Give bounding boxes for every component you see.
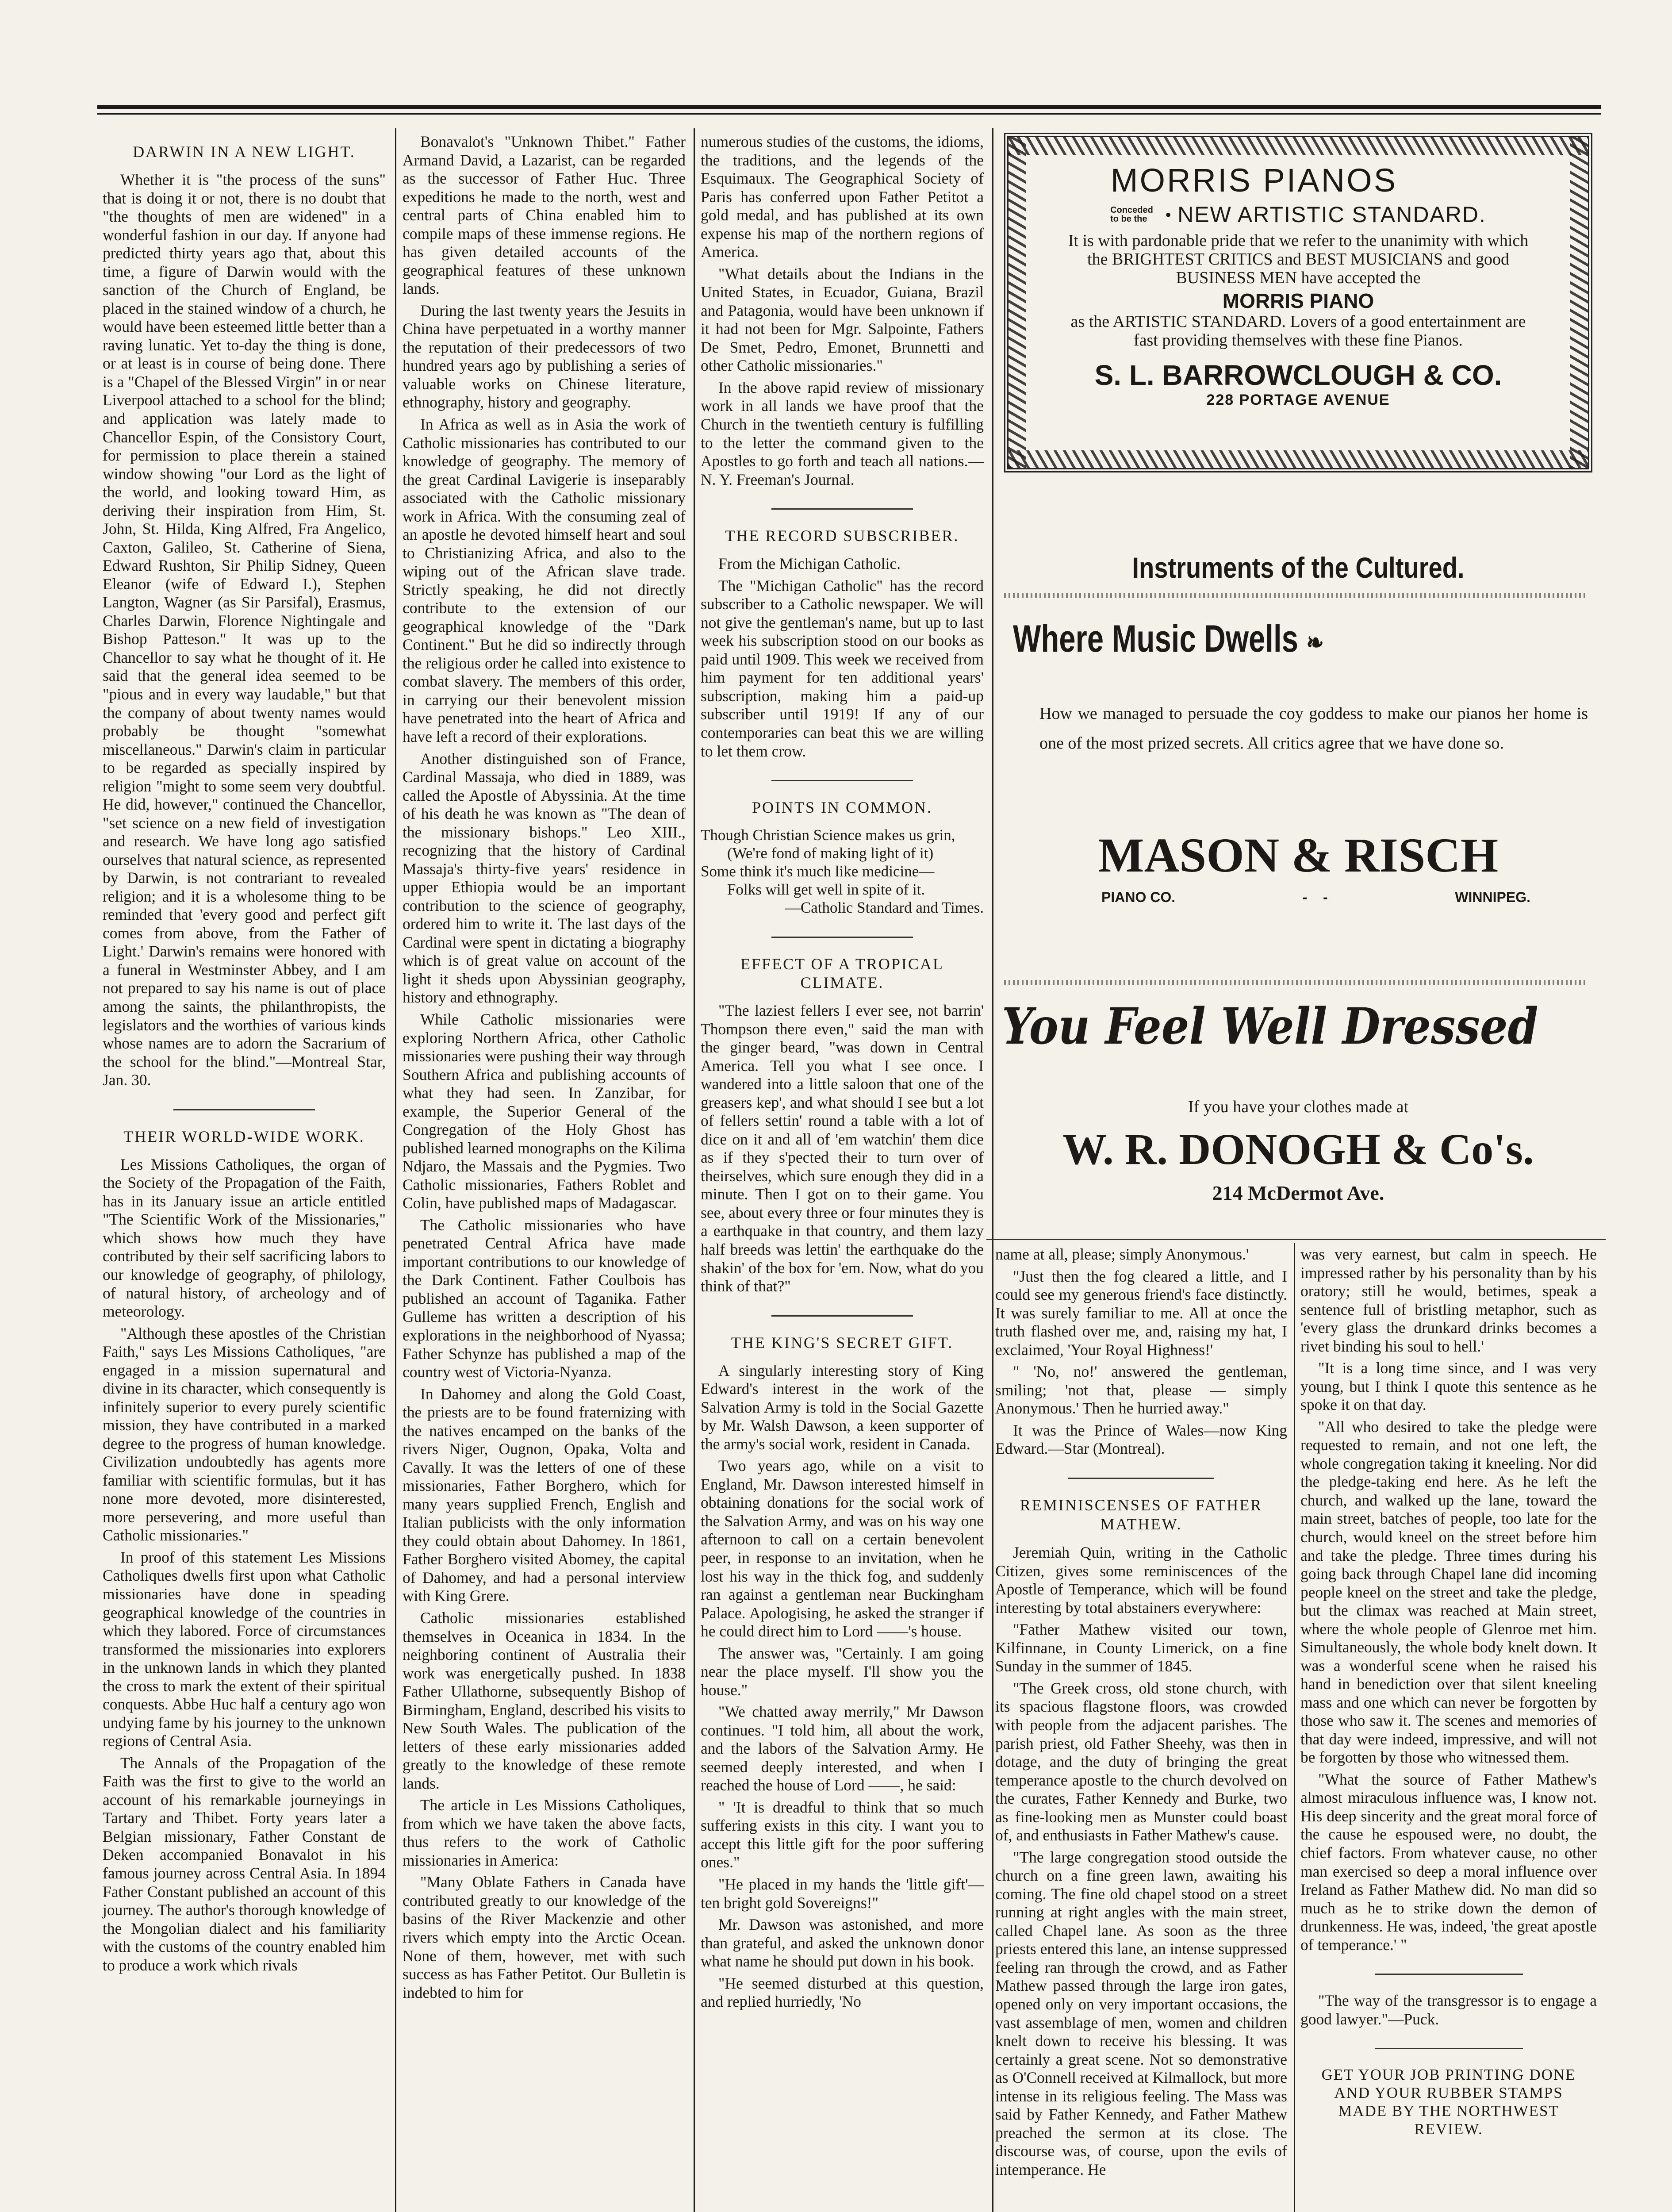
ad-music-title <box>1013 617 1324 661</box>
paragraph: In proof of this statement Les Missions Catholiques dwells first upon what Catholic missionaries have done in speading geographical knowledge of the countries in which they labored. Force of circumstances transformed the missionaries into explorers in the unknown lands in which they planted the cross to mark the extent of their spiritual conquests. Abbe Huc half a century ago won undying fame by his journey to the unknown regions of Central Asia. <box>103 1548 386 1750</box>
ad-dressed-sub: If you have your clothes made at <box>1188 1098 1409 1116</box>
column-4 <box>995 1245 1287 2182</box>
notice-job-printing: GET YOUR JOB PRINTING DONE AND YOUR RUBBER STAMPS MADE BY THE NORTHWEST REVIEW. <box>1321 2066 1576 2138</box>
article-title-reminiscences: REMINISCENSES OF FATHER MATHEW. <box>1020 1496 1263 1533</box>
column-divider <box>395 128 396 2212</box>
top-rule-thin <box>97 113 1601 115</box>
article-body-effect <box>701 1002 984 1296</box>
article-body-king-end <box>995 1245 1287 1458</box>
article-title-points: POINTS IN COMMON. <box>752 799 933 817</box>
article-title-king: THE KING'S SECRET GIFT. <box>731 1333 954 1352</box>
ad-cultured-heading: Instruments of the Cultured. <box>1132 551 1465 584</box>
ornamental-border <box>1009 137 1588 155</box>
paragraph: "Father Mathew visited our town, Kilfinnane, in County Limerick, on a fine Sunday in the summer of 1845. <box>995 1621 1287 1675</box>
column-3 <box>701 133 984 2015</box>
paragraph: "What details about the Indians in the United States, in Ecuador, Guiana, Brazil and Patagonia, would have been unknown if it had not been for Mgr. Salpointe, Fathers De Smet, Pedro, Emonet, Brunnetti and other Catholic missionaries." <box>701 265 984 375</box>
paragraph: "The large congregation stood outside the church on a fine green lawn, awaiting his coming. The fine old chapel stood on a street running at right angles with the main street, called Chapel lane. As soon as the three priests entered this lane, an intense suppressed feeling ran through the crowd, and as Father Mathew passed through the large iron gates, opened only on very important occasions, the vast assemblage of men, women and children knelt down to receive his blessing. It was certainly a great scene. Not so demonstrative as O'Connell received at Kilmallock, but more intense in its religious feeling. The Mass was said by Father Kennedy, and Father Mathew preached the sermon at its close. The discourse was, of course, upon the evils of intemperance. He <box>995 1848 1287 2178</box>
article-title-record: THE RECORD SUBSCRIBER. <box>725 527 959 545</box>
ad-mason-city: WINNIPEG. <box>1455 889 1530 905</box>
paragraph: "He seemed disturbed at this question, and replied hurriedly, 'No <box>701 1974 984 2011</box>
ad-dealer-address: 228 PORTAGE AVENUE <box>1206 391 1390 408</box>
divider <box>1375 2048 1523 2049</box>
ad-mason-subline <box>1101 889 1530 906</box>
divider <box>771 780 913 781</box>
paragraph: A singularly interesting story of King Edward's interest in the work of the Salvation Army is told in the Social Gazette by Mr. Walsh Dawson, a keen supporter of the army's social work, resident in Canada. <box>701 1361 984 1453</box>
paragraph: Jeremiah Quin, writing in the Catholic Citizen, gives some reminiscences of the Apostle of Temperance, which will be found interesting by total abstainers everywhere: <box>995 1544 1287 1617</box>
paragraph: Whether it is "the process of the suns" that is doing it or not, there is no doubt that "the thoughts of men are widened" in a wonderful fashion in our day. If anyone had predicted thirty years ago that, about this time, a figure of Darwin would with the sanction of the Church of England, be placed in the stained window of a church, he would have been esteemed little better than a raving lunatic. Yet to-day the thing is done, or at least is in course of being done. There is a "Chapel of the Blessed Virgin" in or near Liverpool attached to a school for the blind; and application was lately made to Chancellor Espin, of the Consistory Court, for permission to place therein a stained window showing "our Lord as the light of the world, and looking toward Him, as deriving their inspiration from Him, St. John, St. Hilda, King Alfred, Fra Angelico, Caxton, Galileo, St. Catherine of Siena, Edward Rushton, Sir Philip Sidney, Queen Eleanor (wife of Edward I.), Stephen Langton, Wagner (as Sir Parsifal), Erasmus, Charles Darwin, Florence Nightingale and Bishop Patteson." It was up to the Chancellor to say what he thought of it. He said that the general idea seemed to be "pious and in every way laudable," but that the company of about twenty names would probably be thought "somewhat miscellaneous." Darwin's claim in particular to be regarded as specially inspired by religion "might to some seem very doubtful. He did, however," continued the Chancellor, "set science on a new field of investigation and research. We have long ago satisfied ourselves that natural science, as represented by Darwin, is not contrariant to revealed religion; and it is a wholesome thing to be reminded that 'every good and perfect gift comes from above, from the Father of Light.' Darwin's remains were honored with a funeral in Westminster Abbey, and I am not prepared to say his name is out of place among the saints, the philanthropists, the legislators and the worthies of various kinds whose names are to adorn the Sacrarium of the school for the blind."—Montreal Star, Jan. 30. <box>103 171 386 1089</box>
article-title-world: THEIR WORLD-WIDE WORK. <box>123 1127 365 1145</box>
divider <box>1068 1478 1214 1479</box>
ad-donogh-address: 214 McDermot Ave. <box>1212 1182 1384 1204</box>
paragraph: Les Missions Catholiques, the organ of the Society of the Propagation of the Faith, has in its January issue an article entitled "The Scientific Work of the Missionaries," which shows how much they have contributed by their self sacrificing labors to our knowledge of geography, of philology, of natural history, of archeology and of meteorology. <box>103 1155 386 1321</box>
article-body-world <box>103 1156 386 1974</box>
ad-mason-co: PIANO CO. <box>1101 889 1176 905</box>
ad-music-text: How we managed to persuade the coy goddess to make our pianos her home is one of the most prized secrets. All critics agree that we have done so. <box>1039 704 1588 753</box>
article-body-mathew-end <box>1300 1245 1597 1954</box>
ad-morris-name: MORRIS PIANO <box>1222 289 1374 313</box>
ad-mason-dash: - - <box>1302 889 1328 905</box>
paragraph: The Annals of the Propagation of the Faith was the first to give to the world an account of his remarkable journeyings in Tartary and Thibet. Forty years later a Belgian missionary, Father Constant de Deken accompanied Bonavalot in his famous journey across Central Asia. In 1894 Father Constant published an account of this journey. The author's thorough knowledge of the Mongolian dialect and his familiarity with the customs of the country enabled him to produce a work which rivals <box>103 1754 386 1974</box>
bullet-icon: • <box>1165 204 1172 225</box>
ornamental-border <box>1009 450 1588 468</box>
paragraph: In the above rapid review of missionary work in all lands we have proof that the Church in the twentieth century is fulfilling to the letter the command given to the Apostles to go forth and teach all nations.—N. Y. Freeman's Journal. <box>701 378 984 488</box>
ornamental-border <box>1570 137 1588 468</box>
paragraph: In Dahomey and along the Gold Coast, the priests are to be found fraternizing with the natives encamped on the banks of the rivers Niger, Ougnon, Opaka, Volta and Cavally. It was the letters of one of these missionaries, Father Borghero, which for many years supplied French, English and Italian publicists with the only information they could obtain about Dahomey. In 1861, Father Borghero visited Abomey, the capital of Dahomey, and had a personal interview with King Grere. <box>403 1385 686 1605</box>
article-body-missions-end <box>701 133 984 489</box>
paragraph: The answer was, "Certainly. I am going near the place myself. I'll show you the house." <box>701 1644 984 1699</box>
paragraph: "The Greek cross, old stone church, with its spacious flagstone floors, was crowded with people from the adjacent parishes. The parish priest, old Father Sheehy, was then in dotage, and the duty of bringing the great temperance apostle to the church devolved on the curates, Father Kennedy and Burke, two as fine-looking men as Munster could boast of, and enthusiasts in Father Mathew's cause. <box>995 1679 1287 1844</box>
paragraph: name at all, please; simply Anonymous.' <box>995 1245 1249 1263</box>
top-rule <box>97 105 1601 109</box>
ad-morris-title: MORRIS PIANOS <box>1110 162 1398 199</box>
poem-line: Though Christian Science makes us grin, <box>701 826 955 844</box>
ad-morris-pianos <box>1004 133 1592 472</box>
poem-points <box>701 826 984 917</box>
column-5 <box>1300 1245 1597 2139</box>
ornamental-rule <box>1004 593 1588 598</box>
divider <box>1375 1974 1523 1975</box>
paragraph: "All who desired to take the pledge were requested to remain, and not one left, the whole congregation taking it kneeling. Nor did the pledge-taking end here. As he left the church, and walked up the lane, toward the main street, batches of people, too late for the church, would kneel on the street before him and take the pledge. Three times during his going back through Chapel lane did incoming people kneel on the street and take the pledge, but the climax was reached at Main street, where the whole people of Glenroe met him. Simultaneously, the whole body knelt down. It was a wonderful scene when he raised his hand in benediction over that silent kneeling mass and one which can never be forgotten by those who saw it. The scenes and memories of that day were indeed, impressive, and will not be forgotten by those who witnessed them. <box>1300 1417 1597 1767</box>
column-divider <box>1294 1243 1295 2212</box>
poem-line: Some think it's much like medicine— <box>701 863 935 880</box>
paragraph: "The laziest fellers I ever see, not barrin' Thompson there even," said the man with the ginger beard, "was down in Central America. Tell you what I see once. I wandered into a little saloon that one of the greasers kep', and what should I see but a lot of fellers settin' round a table with a lot of dice on it and all of 'em watchin' them dice as if they s'pected their to turn over of theirselves, which sure enough they did in a minute. Then I got on to their game. You see, about every three or four minutes they is a earthquake in that country, and them lazy half breeds was lettin' the earthquake do the shakin' of the box for 'em. Now, what do you think of that?" <box>701 1002 984 1295</box>
ad-morris-standard: NEW ARTISTIC STANDARD. <box>1177 202 1486 227</box>
column-1 <box>103 133 386 1978</box>
paragraph: "Many Oblate Fathers in Canada have contributed greatly to our knowledge of the basins of the River Mackenzie and other rivers which empty into the Arctic Ocean. None of them, however, met with such success as has Father Petitot. Our Bulletin is indebted to him for <box>403 1873 686 2001</box>
ad-mason-risch: MASON & RISCH <box>1098 828 1499 882</box>
article-title-effect: EFFECT OF A TROPICAL CLIMATE. <box>740 955 944 991</box>
paragraph: "We chatted away merrily," Mr Dawson continues. "I told him, all about the work, and the labors of the Salvation Army. He seemed deeply interested, and when I reached the house of Lord ——, he said: <box>701 1703 984 1794</box>
paragraph: The "Michigan Catholic" has the record subscriber to a Catholic newspaper. We will not give the gentleman's name, but up to last week his subscription stood on our books as paid until 1909. This week we received from him payment for ten additional years' subscription, making him a paid-up subscriber until 1919! If any of our contemporaries can beat this we are willing to let them crow. <box>701 576 984 760</box>
article-body-record <box>701 555 984 760</box>
paragraph: Mr. Dawson was astonished, and more than grateful, and asked the unknown donor what name he should put down in his book. <box>701 1916 984 1970</box>
paragraph: "Although these apostles of the Christian Faith," says Les Missions Catholiques, "are engaged in a mission supernatural and divine in its character, which consequently is infinitely superior to every purely scientific mission, they have contributed in a marked degree to the progress of human knowledge. Civilization undoubtedly has agents more familiar with scientific formulas, but it has none more devoted, more disinterested, more persevering, and more useful than Catholic missionaries." <box>103 1324 386 1544</box>
paragraph: During the last twenty years the Jesuits in China have perpetuated in a worthy manner the reputation of their predecessors of two hundred years ago by publishing a series of valuable works on Chinese literature, ethnography, history and geography. <box>403 301 686 411</box>
paragraph: The article in Les Missions Catholiques, from which we have taken the above facts, thus refers to the work of Catholic missionaries in America: <box>403 1796 686 1869</box>
column-divider <box>992 128 993 2212</box>
paragraph: was very earnest, but calm in speech. He impressed rather by his personality than by his oratory; still he would, betimes, speak a sentence full of bristling metaphor, such as 'every glass the drunkard drinks becomes a rivet binding his soul to hell.' <box>1300 1245 1597 1355</box>
divider <box>173 1109 315 1110</box>
leaf-ornament-icon: ❧ <box>1306 628 1324 657</box>
paragraph: The Catholic missionaries who have penetrated Central Africa have made important contributions to our knowledge of the Dark Continent. Father Coulbois has published an account of Taganika. Father Gulleme has written a description of his explorations in the neighborhood of Nyassa; Father Schynze has published a map of the country west of Victoria-Nyanza. <box>403 1216 686 1381</box>
poem-line: (We're fond of making light of it) <box>727 845 934 862</box>
divider <box>771 1315 913 1317</box>
article-body-king <box>701 1362 984 2011</box>
paragraph: Another distinguished son of France, Cardinal Massaja, who died in 1889, was called the Apostle of Abyssinia. At the time of his death he was known as "The dean of the missionary bishops." Leo XIII., recognizing that the history of Cardinal Massaja's thirty-five years' residence in upper Ethiopia would be an important contribution to the science of geography, ordered him to write it. The last days of the Cardinal were spent in dictating a biography which is of great value on account of the light it sheds upon Abyssinian geography, history and ethnography. <box>403 749 686 1006</box>
poem-line: —Catholic Standard and Times. <box>785 899 984 916</box>
quote-puck: "The way of the transgressor is to engage a good lawyer."—Puck. <box>1300 1992 1597 2028</box>
paragraph: It was the Prince of Wales—now King Edward.—Star (Montreal). <box>995 1421 1287 1458</box>
article-body-reminiscences <box>995 1544 1287 2179</box>
ad-morris-text1: It is with pardonable pride that we refer to the unanimity with which the BRIGHTEST CRITICS and BEST MUSICIANS and good BUSINESS MEN have accepted the <box>1068 231 1529 287</box>
poem-line: Folks will get well in spite of it. <box>727 880 925 898</box>
paragraph: Catholic missionaries established themselves in Oceanica in 1834. In the neighboring continent of Australia their work was energetically pushed. In 1838 Father Ullathorne, subsequently Bishop of Birmingham, England, described his visits to New South Wales. The publication of the letters of these early missionaries added greatly to the knowledge of these remote lands. <box>403 1609 686 1792</box>
ad-morris-text2: as the ARTISTIC STANDARD. Lovers of a good entertainment are fast providing themselves with these fine Pianos. <box>1070 312 1526 350</box>
paragraph: Two years ago, while on a visit to England, Mr. Dawson interested himself in obtaining donations for the social work of the Salvation Army, and was on his way one afternoon to call on a certain benevolent peer, in response to an invitation, when he lost his way in the thick fog, and suddenly ran against a gentleman near Buckingham Palace. Apologising, he asked the stranger if he could direct him to Lord ——'s house. <box>701 1457 984 1640</box>
paragraph: "He placed in my hands the 'little gift'—ten bright gold Sovereigns!" <box>701 1875 984 1912</box>
paragraph: " 'It is dreadful to think that so much suffering exists in this city. I want you to accept this little gift for the poor suffering ones." <box>701 1798 984 1871</box>
ad-music-title-text: Where Music Dwells <box>1013 618 1298 660</box>
ads-bottom-rule <box>986 1239 1606 1240</box>
paragraph: From the Michigan Catholic. <box>718 555 901 573</box>
paragraph: While Catholic missionaries were exploring Northern Africa, other Catholic missionaries were pushing their way through Southern Africa and publishing accounts of what they had seen. In Zanzibar, for example, the Superior General of the Congregation of the Holy Ghost has published learned monographs on the Kilima Ndjaro, the Massais and the Pygmies. Two Catholic missionaries, Fathers Roblet and Colin, have published maps of Madagascar. <box>403 1010 686 1212</box>
ad-dressed-title: You Feel Well Dressed <box>1002 998 1538 1056</box>
paragraph: " 'No, no!' answered the gentleman, smiling; 'not that, please — simply Anonymous.' Then he hurried away." <box>995 1363 1287 1417</box>
column-2 <box>403 133 686 2005</box>
ornamental-rule <box>1004 980 1588 985</box>
paragraph: numerous studies of the customs, the idioms, the traditions, and the legends of the Esquimaux. The Geographical Society of Paris has conferred upon Father Petitot a gold medal, and has published at its own expense his map of the northern regions of America. <box>701 133 984 261</box>
paragraph: In Africa as well as in Asia the work of Catholic missionaries has contributed to our knowledge of geography. The memory of the great Cardinal Lavigerie is inseparably associated with the Catholic missionary work in Africa. With the consuming zeal of an apostle he devoted himself heart and soul to Christianizing Africa, and also to the wiping out of the African slave trade. Strictly speaking, he did not directly contribute to the extension of our geographical knowledge of the "Dark Continent." But he did so indirectly through the religious order he called into existence to combat slavery. The members of this order, in carrying our their benevolent mission have penetrated into the heart of Africa and have left a record of their explorations. <box>403 415 686 745</box>
paragraph: "What the source of Father Mathew's almost miraculous influence was, I know not. His deep sincerity and the great moral force of the cause he espoused were, no doubt, the chief factors. From whatever cause, no other man exercised so deep a moral influence over Ireland as Father Mathew did. No man did so much as he to strike down the demon of drunkenness. He was, indeed, 'the great apostle of temperance.' " <box>1300 1770 1597 1954</box>
divider <box>771 937 913 938</box>
ad-donogh-name: W. R. DONOGH & Co's. <box>1062 1125 1534 1174</box>
ad-morris-conceded: Conceded to be the <box>1110 205 1153 224</box>
paragraph: Bonavalot's "Unknown Thibet." Father Armand David, a Lazarist, can be regarded as the successor of Father Huc. Three expeditions he made to the north, west and central parts of China enabled him to compile maps of these immense regions. He has given detailed accounts of the geographical features of these unknown lands. <box>403 133 686 298</box>
ad-dealer-name: S. L. BARROWCLOUGH & CO. <box>1094 359 1502 391</box>
divider <box>771 508 913 510</box>
paragraph: "Just then the fog cleared a little, and I could see my generous friend's face distinctly. It was surely familiar to me. All at once the truth flashed over me, and, raising my hat, I exclaimed, 'Your Royal Highness!' <box>995 1267 1287 1359</box>
article-body-darwin <box>103 171 386 1090</box>
paragraph: "It is a long time since, and I was very young, but I think I quote this sentence as he spoke it on that day. <box>1300 1359 1597 1414</box>
column-divider <box>694 128 695 2212</box>
article-body-missions <box>403 133 686 2002</box>
article-title-darwin: DARWIN IN A NEW LIGHT. <box>133 143 356 161</box>
